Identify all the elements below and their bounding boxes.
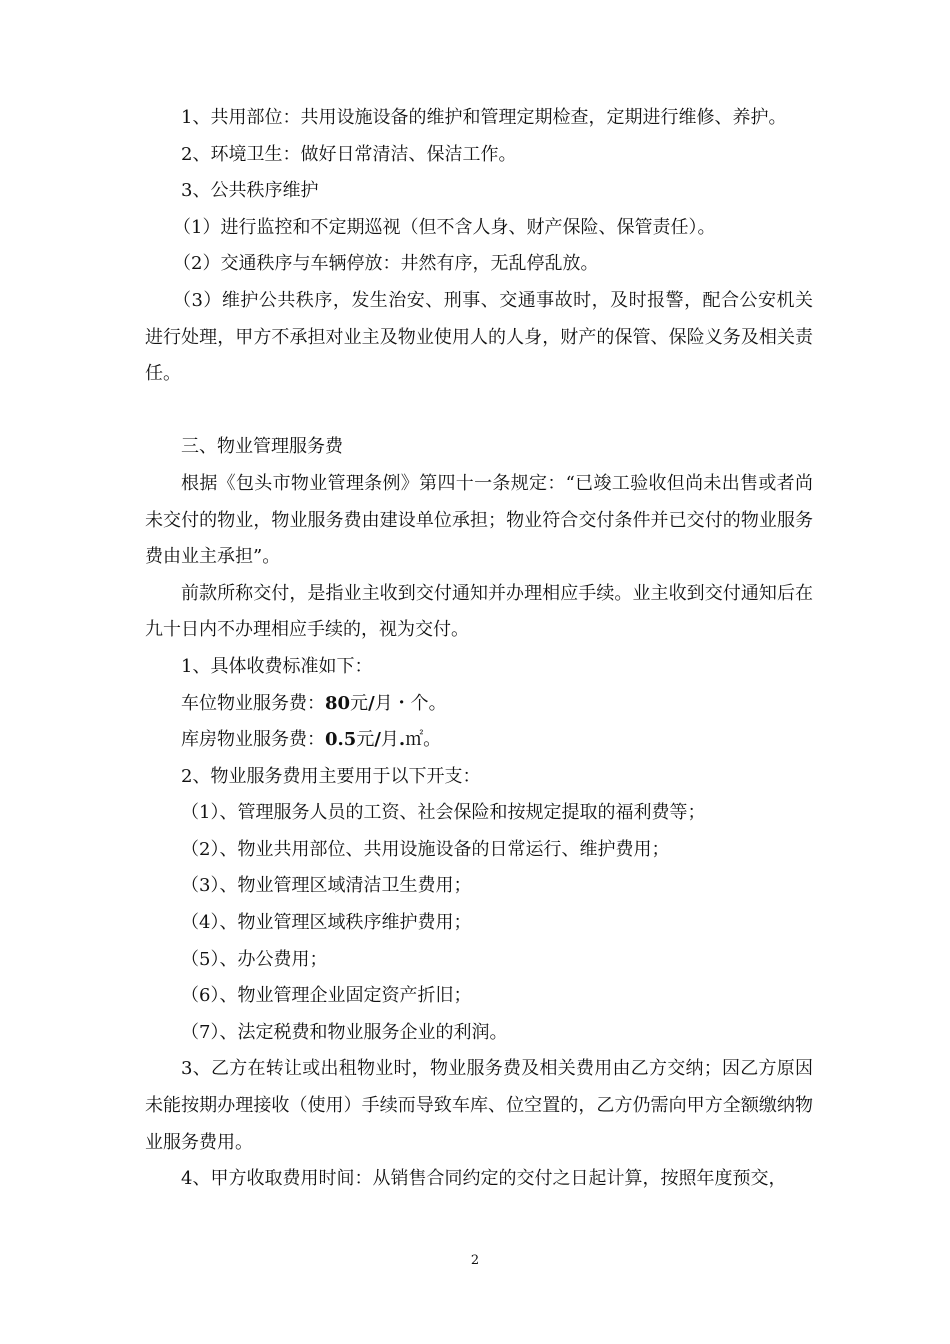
clause-environment: 2、环境卫生：做好日常清洁、保洁工作。 xyxy=(181,143,517,165)
fee-parking-amount: 80 xyxy=(325,692,351,714)
paragraph-delivery: 前款所称交付，是指业主收到交付通知并办理相应手续。业主收到交付通知后在九十日内不办理相应手续的，视为交付。 xyxy=(145,582,813,641)
fee-storage-label: 库房物业服务费： xyxy=(181,729,325,751)
fee-parking-unit: 元 xyxy=(350,692,369,714)
paragraph-transfer: 3、乙方在转让或出租物业时，物业服务费及相关费用由乙方交纳；因乙方原因未能按期办理接收（使用）手续而导致车库、位空置的，乙方仍需向甲方全额缴纳物业服务费用。 xyxy=(145,1058,813,1153)
paragraph-fee-time: 4、甲方收取费用时间：从销售合同约定的交付之日起计算，按照年度预交， xyxy=(181,1168,787,1190)
fee-parking-period: 月・个。 xyxy=(374,692,447,714)
usage-title: 2、物业服务费用主要用于以下开支： xyxy=(181,765,481,787)
clause-common-parts: 1、共用部位：共用设施设备的维护和管理定期检查，定期进行维修、养护。 xyxy=(181,107,787,128)
sub-clause-monitoring: （1）进行监控和不定期巡视（但不含人身、财产保险、保管责任）。 xyxy=(173,216,716,238)
page-number: 2 xyxy=(470,1253,480,1268)
clause-public-order: 3、公共秩序维护 xyxy=(181,180,319,202)
fee-parking xyxy=(145,686,813,723)
fee-parking-label: 车位物业服务费： xyxy=(181,692,325,714)
usage-item-5: （5）、办公费用； xyxy=(181,948,328,970)
fee-storage-area: ㎡。 xyxy=(405,729,442,751)
document-body xyxy=(145,100,813,1198)
fee-storage-month: 月 xyxy=(380,729,399,751)
sub-clause-security: （3）维护公共秩序，发生治安、刑事、交通事故时，及时报警，配合公安机关进行处理，甲方不承担对业主及物业使用人的人身，财产的保管、保险义务及相关责任。 xyxy=(145,289,813,385)
usage-item-7: （7）、法定税费和物业服务企业的利润。 xyxy=(181,1021,508,1043)
fee-storage-slash: / xyxy=(374,729,381,751)
usage-item-2: （2）、物业共用部位、共用设施设备的日常运行、维护费用； xyxy=(181,838,670,860)
fee-standard-title: 1、具体收费标准如下： xyxy=(181,655,373,677)
fee-storage xyxy=(145,722,813,759)
usage-item-1: （1）、管理服务人员的工资、社会保险和按规定提取的福利费等； xyxy=(181,802,706,824)
fee-storage-unit: 元 xyxy=(356,729,375,751)
fee-storage-dot: . xyxy=(398,729,406,751)
sub-clause-traffic: （2）交通秩序与车辆停放：井然有序，无乱停乱放。 xyxy=(173,253,599,275)
fee-storage-amount: 0.5 xyxy=(325,729,357,751)
fee-parking-slash: / xyxy=(368,692,375,714)
section-gap xyxy=(145,393,813,430)
usage-item-3: （3）、物业管理区域清洁卫生费用； xyxy=(181,875,472,897)
usage-item-4: （4）、物业管理区域秩序维护费用； xyxy=(181,912,472,934)
section-title: 三、物业管理服务费 xyxy=(181,436,343,458)
usage-item-6: （6）、物业管理企业固定资产折旧； xyxy=(181,985,472,1007)
paragraph-regulation: 根据《包头市物业管理条例》第四十一条规定：“已竣工验收但尚未出售或者尚未交付的物业，物业服务费由建设单位承担；物业符合交付条件并已交付的物业服务费由业主承担”。 xyxy=(145,472,813,568)
